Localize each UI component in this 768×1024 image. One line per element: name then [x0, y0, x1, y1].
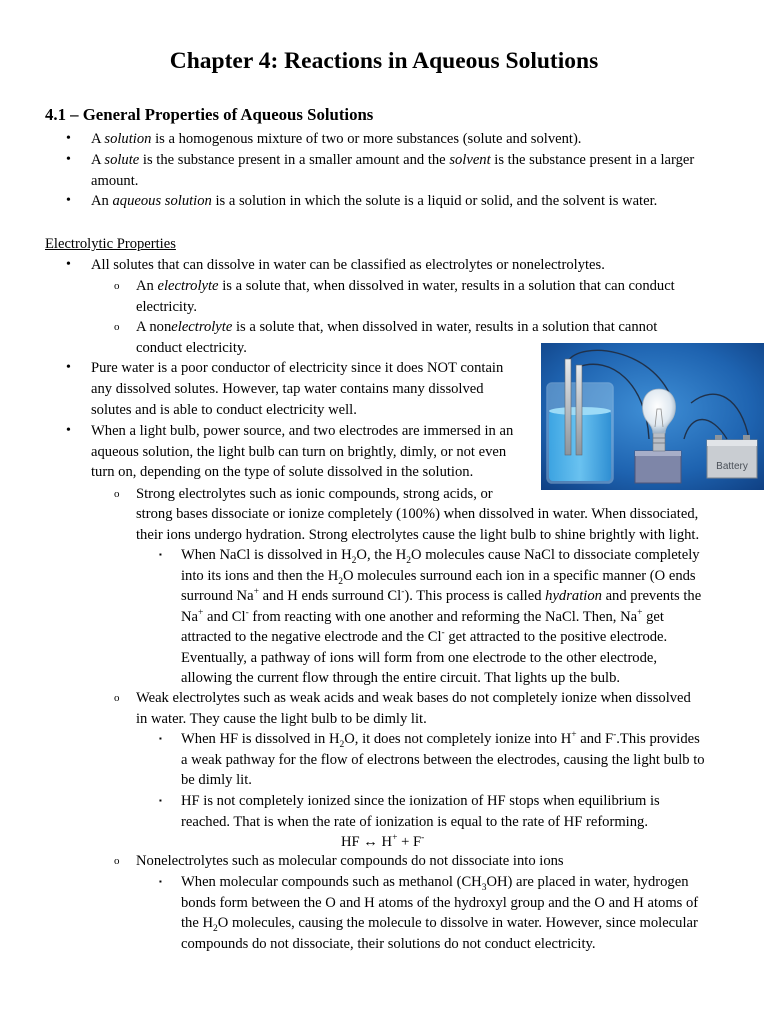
circle-marker: o — [114, 321, 120, 333]
text-line: attracted to the negative electrode and the Cl- get attracted to the positive electrode. — [181, 628, 668, 645]
text-line: allowing the current flow through the entire circuit. That lights up the bulb. — [181, 670, 621, 686]
bullet-marker: • — [66, 131, 71, 146]
square-marker: ▪ — [159, 796, 162, 805]
text-line: amount. — [91, 173, 139, 189]
text-line: All solutes that can dissolve in water can be classified as electrolytes or nonelectrolytes. — [91, 257, 605, 273]
text-line: Weak electrolytes such as weak acids and weak bases do not completely ionize when dissolved — [136, 690, 691, 706]
text-line: A nonelectrolyte is a solute that, when dissolved in water, results in a solution that cannot — [136, 319, 658, 335]
section-heading: 4.1 – General Properties of Aqueous Solutions — [45, 105, 374, 124]
text-line: into its ions and then the $H_2O$ molecules surround each ion in a specific manner (O ends — [181, 568, 696, 587]
circle-marker: o — [114, 692, 120, 704]
text-line: their ions undergo hydration. Strong electrolytes cause the light bulb to shine brightly with light. — [136, 527, 700, 543]
text-line: Eventually, a pathway of ions will form from one electrode to the other electrode, — [181, 650, 658, 666]
text-line: When molecular compounds such as methanol $(CH_3OH)$ are placed in water, hydrogen — [181, 874, 689, 893]
text-line: in water. They cause the light bulb to be dimly lit. — [136, 711, 427, 727]
text-line: Strong electrolytes such as ionic compounds, strong acids, or — [136, 486, 493, 502]
text-line: An electrolyte is a solute that, when dissolved in water, results in a solution that can conduct — [136, 278, 675, 294]
text-line: Na+ and Cl- from reacting with one another and reforming the NaCl. Then, Na+ get — [181, 608, 664, 625]
bullet-marker: • — [66, 193, 71, 208]
text-line: turn on, depending on the type of solute dissolved in the solution. — [91, 464, 474, 480]
text-line: the $H_2O$ molecules, causing the molecule to dissolve in water. However, since molecular — [181, 915, 698, 934]
text-line: When NaCl is dissolved in $H_2O$, the $H_2O$ molecules cause NaCl to dissociate completely — [181, 547, 700, 566]
text-line: solutes and is able to conduct electricity well. — [91, 402, 357, 418]
text-line: aqueous solution, the light bulb can turn on brightly, dimly, or not even — [91, 444, 507, 460]
text-line: bonds form between the O and H atoms of the hydroxyl group and the O and H atoms of — [181, 895, 699, 911]
square-marker: ▪ — [159, 734, 162, 743]
text-line: conduct electricity. — [136, 340, 247, 356]
text-line: Nonelectrolytes such as molecular compounds do not dissociate into ions — [136, 853, 564, 869]
circle-marker: o — [114, 488, 120, 500]
circle-marker: o — [114, 280, 120, 292]
square-marker: ▪ — [159, 877, 162, 886]
text-line: A solution is a homogenous mixture of two or more substances (solute and solvent). — [91, 131, 582, 147]
text-line: be dimly lit. — [181, 772, 252, 788]
page-title: Chapter 4: Reactions in Aqueous Solutions — [169, 48, 599, 74]
bullet-marker: • — [66, 152, 71, 167]
bullet-marker: • — [66, 423, 71, 438]
text-line: compounds do not dissociate, their solutions do not conduct electricity. — [181, 936, 596, 952]
text-line: A solute is the substance present in a smaller amount and the solvent is the substance present in a larger — [91, 152, 695, 168]
conductivity-apparatus-figure — [541, 343, 764, 490]
text-line: surround Na+ and H ends surround Cl-). This process is called hydration and prevents the — [181, 587, 702, 604]
circle-marker: o — [114, 855, 120, 867]
text-line: When a light bulb, power source, and two electrodes are immersed in an — [91, 423, 514, 439]
text-line: any dissolved solutes. However, tap water contains many dissolved — [91, 381, 484, 397]
text-line: HF is not completely ionized since the ionization of HF stops when equilibrium is — [181, 793, 660, 809]
text-line: a weak pathway for the flow of electrons between the electrodes, causing the light bulb to — [181, 752, 705, 768]
square-marker: ▪ — [159, 550, 162, 559]
text-line: An aqueous solution is a solution in which the solute is a liquid or solid, and the solvent is water. — [91, 193, 658, 209]
subheading: Electrolytic Properties — [45, 236, 176, 252]
text-line: reached. That is when the rate of ionization is equal to the rate of HF reforming. — [181, 814, 648, 830]
text-line: Pure water is a poor conductor of electricity since it does NOT contain — [91, 360, 504, 376]
text-line: strong bases dissociate or ionize completely (100%) when dissolved in water. When dissociated, — [136, 506, 699, 522]
battery-label: Battery — [716, 461, 748, 472]
bullet-marker: • — [66, 257, 71, 272]
text-line: When HF is dissolved in $H_2O$, it does not completely ionize into H+ and F-.This provides — [181, 730, 700, 750]
text-line: electricity. — [136, 299, 198, 315]
equation: HF ↔ H+ + F- — [341, 833, 425, 850]
bullet-marker: • — [66, 360, 71, 375]
